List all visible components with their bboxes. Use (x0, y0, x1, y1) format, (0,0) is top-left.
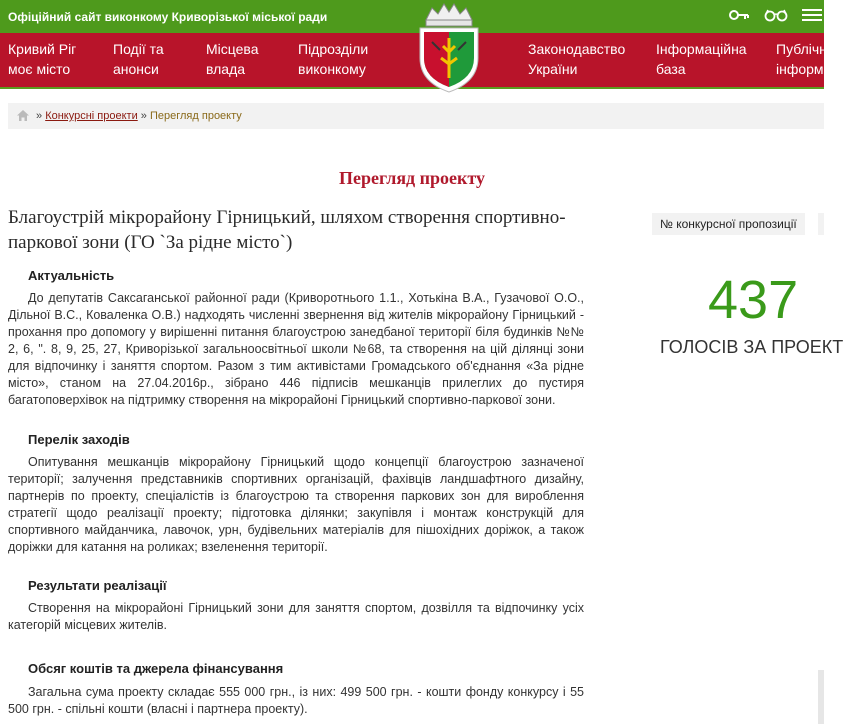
vote-count-label: ГОЛОСІВ ЗА ПРОЕКТ (660, 337, 843, 357)
section-text-relevance: До депутатів Саксаганської районної ради (Криворотнього 1.1., Хотькіна В.А., Гузачової О.О., Дільної В.С., Коваленка О.В.) надходять численні звернення від жителів мікрорайону Гірницький - прохання про допомогу у вирішенні питання благоустрою занедбаної території біля будинків №№ 2, 6, ". 8, 9, 25, 27, Криворізької загальноосвітньої школи №68, та створення на цій ділянці зони для відпочинку і заняття спортом. Разом з тим активістами Громадського об'єднання «За рідне місто», станом на 27.04.2016р., зібрано 446 підписів мешканців прилеглих до пустиря багатоповерхівок на підтримку створення на мікрорайоні Гірницький спортивно-паркової зони. (8, 291, 584, 407)
nav-item-events[interactable]: Події та анонси (113, 41, 164, 77)
vote-count: 437 (708, 270, 799, 330)
top-icons (728, 6, 822, 28)
menu-icon[interactable] (802, 8, 822, 27)
section-heading-measures: Перелік заходів (28, 432, 130, 447)
breadcrumb-link-competition-projects[interactable]: Конкурсні проекти (45, 110, 138, 122)
breadcrumb (8, 103, 824, 129)
nav-item-departments[interactable]: Підрозділи виконкому (298, 41, 369, 77)
nav-item-info-base[interactable]: Інформаційна база (656, 41, 747, 77)
section-text-results: Створення на мікрорайоні Гірницький зони для заняття спортом, дозвілля та відпочинку усіх категорій місцевих жителів. (8, 601, 584, 632)
breadcrumb-separator: » (36, 110, 43, 122)
city-coat-of-arms-logo[interactable] (418, 2, 480, 94)
site-title[interactable]: Офіційний сайт виконкому Криворізької міської ради (8, 10, 328, 24)
page-title: Перегляд проекту (338, 168, 486, 188)
breadcrumb-current: Перегляд проекту (149, 110, 242, 122)
sidebar-divider (818, 670, 824, 724)
proposal-number-value (818, 213, 824, 235)
top-bar (0, 0, 824, 33)
project-title: Благоустрій мікрорайону Гірницький, шляхом створення спортивно-паркової зони (ГО `За рідне місто`) (8, 207, 566, 253)
section-heading-funding: Обсяг коштів та джерела фінансування (28, 661, 284, 676)
section-heading-results: Результати реалізації (28, 578, 167, 593)
home-icon[interactable] (16, 109, 30, 125)
nav-item-local-government[interactable]: Місцева влада (206, 41, 259, 77)
main-nav (0, 33, 832, 89)
nav-item-legislation[interactable]: Законодавство України (528, 41, 626, 77)
glasses-icon[interactable] (764, 8, 788, 27)
nav-item-public-info[interactable]: Публічн інформа (776, 41, 832, 77)
section-heading-relevance: Актуальність (28, 268, 115, 283)
proposal-number-label: № конкурсної пропозиції (652, 213, 805, 235)
section-text-measures: Опитування мешканців мікрорайону Гірницький щодо концепції благоустрою зазначеної території; залучення представників спортивних організацій, фахівців ландшафтного дизайну, партнерів по проекту, спеціалістів із благоустрою та створення паркових зон для вироблення стратегії щодо реалізації проекту; підготовка ділянки; закупівля і монтаж конструкцій для спортивного майданчика, лавочок, урн, будівельних матеріалів для пішохідних доріжок, а також доріжки для катання на роликах; взеленення території. (8, 455, 584, 554)
nav-item-city[interactable]: Кривий Ріг моє місто (8, 41, 77, 77)
breadcrumb-separator: » (140, 110, 147, 122)
section-text-funding: Загальна сума проекту складає 555 000 грн., із них: 499 500 грн. - кошти фонду конкурсу і 55 500 грн. - спільні кошти (власні і партнера проекту). (8, 685, 584, 716)
key-icon[interactable] (728, 8, 750, 27)
